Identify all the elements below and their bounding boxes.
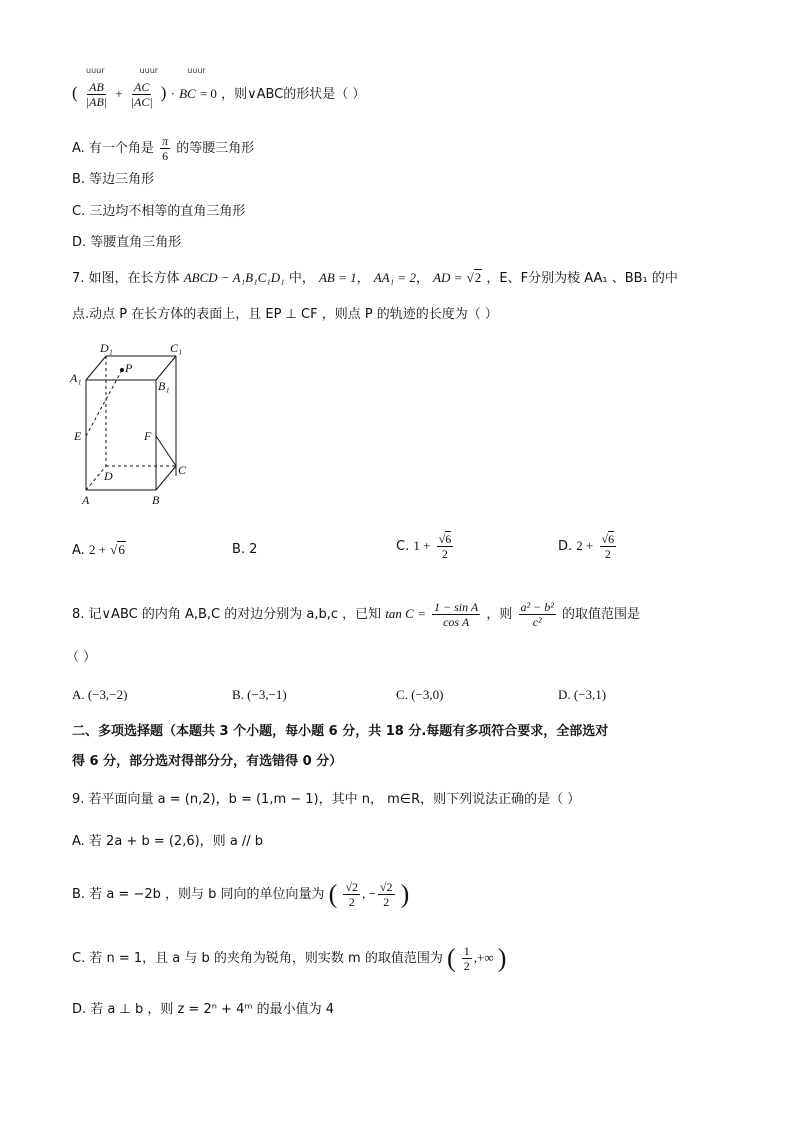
q6-fraction-ab [84,80,109,109]
q6-artifact-ac: uuur [139,66,159,75]
q8-stem: 8. 记∨ABC 的内角 A,B,C 的对边分别为 a,b,c ，已知 tan C = $\frac{\text{1 − sin A}}{\text{cos A}}$ ，则 $\frac{\text{a² − b²}}{\text{c²}}$ 的取值范围是 [72,600,640,629]
q6-vec-bc: BC [179,86,196,101]
q6-artifact-ab: uuur [86,66,105,75]
q6-option-d: D. 等腰直角三角形 [72,235,182,250]
figure-label-d1: D₁ [100,341,113,355]
q6-vec-ab: AB [89,80,104,94]
q7-cuboid-figure [66,340,196,510]
q8-fraction-tan: $\frac{\text{1 − sin A}}{\text{cos A}}$ [434,600,479,629]
figure-label-c1: C₁ [170,341,183,355]
q7-option-d: D. 2 + $\frac{√6}{2}$ [558,532,615,561]
q6-artifact-bc: uuur [187,66,206,75]
q8-option-a: A. (−3,−2) [72,687,128,702]
q6-abs-ac: |AC| [130,95,153,109]
q9-option-c: C. 若 n = 1，且 a 与 b 的夹角为锐角，则实数 m 的取值范围为 ( $\frac{1}{2}$ ,+∞ ) [72,943,507,973]
q6-stem: ( $\frac{AB}{|AB|}$ + $\frac{AC}{|AC|}$ ) · BC = 0 ，则∨ABC的形状是（ ） [72,80,366,109]
q7-option-c: C. 1 + $\frac{√6}{2}$ [396,532,452,561]
figure-label-c: C [178,463,187,477]
q6-vec-ac: AC [134,80,150,94]
q6-equals: = 0 [199,86,217,101]
figure-label-a1: A₁ [70,371,82,385]
q7-option-a: A. 2 + √6 [72,542,125,558]
q6-option-a: A. 有一个角是 $\frac{\pi}{6}$ 的等腰三角形 [72,134,255,163]
figure-label-a: A [82,493,90,507]
q8-option-c: C. (−3,0) [396,687,444,702]
figure-label-b: B [152,493,160,507]
q7-stem-line1: 7. 如图，在长方体 ABCD − A₁B₁C₁D₁ 中， AB = 1， AA₁ = 2， AD = √2 ，E、F分别为棱 AA₁ 、BB₁ 的中 [72,270,678,286]
q6-artifact [86,66,206,76]
figure-label-f: F [144,429,152,443]
q8-fraction-ratio: $\frac{\text{a² − b²}}{\text{c²}}$ [520,600,554,629]
q6-abs-ab: |AB| [85,95,108,109]
q8-option-d: D. (−3,1) [558,687,607,702]
figure-label-e: E [74,429,82,443]
q6-option-a-fraction: $\frac{\pi}{6}$ [162,134,169,163]
q9-option-d: D. 若 a ⊥ b ，则 z = 2ⁿ + 4ᵐ 的最小值为 4 [72,1002,334,1017]
q9-stem: 9. 若平面向量 a = (n,2)，b = (1,m − 1)，其中 n， m∈R，则下列说法正确的是（ ） [72,792,581,807]
q7-stem-line2: 点.动点 P 在长方体的表面上，且 EP ⊥ CF ，则点 P 的轨迹的长度为（ ） [72,307,498,322]
q6-option-b: B. 等边三角形 [72,172,155,187]
q8-bracket: （ ） [66,650,97,665]
section-2-heading-line1: 二、多项选择题（本题共 3 个小题，每小题 6 分，共 18 分.每题有多项符合要求，全部选对 [72,724,609,739]
q9-option-a: A. 若 2a + b = (2,6)，则 a // b [72,834,264,849]
q6-option-c: C. 三边均不相等的直角三角形 [72,204,246,219]
figure-label-p: P [125,361,133,375]
figure-label-b1: B₁ [158,379,170,393]
q7-option-b: B. 2 [232,542,258,557]
q8-option-b: B. (−3,−1) [232,687,287,702]
figure-label-d: D [104,469,113,483]
q9-option-b: B. 若 a = −2b ，则与 b 同向的单位向量为 ( $\frac{√2}{2}$ , − $\frac{√2}{2}$ ) [72,879,410,909]
section-2-heading-line2: 得 6 分，部分选对得部分分，有选错得 0 分） [72,754,343,769]
q6-fraction-ac [129,80,155,109]
q6-stem-text: ，则∨ABC的形状是（ ） [221,87,366,102]
q7-solid: ABCD − A₁B₁C₁D₁ [183,270,285,285]
